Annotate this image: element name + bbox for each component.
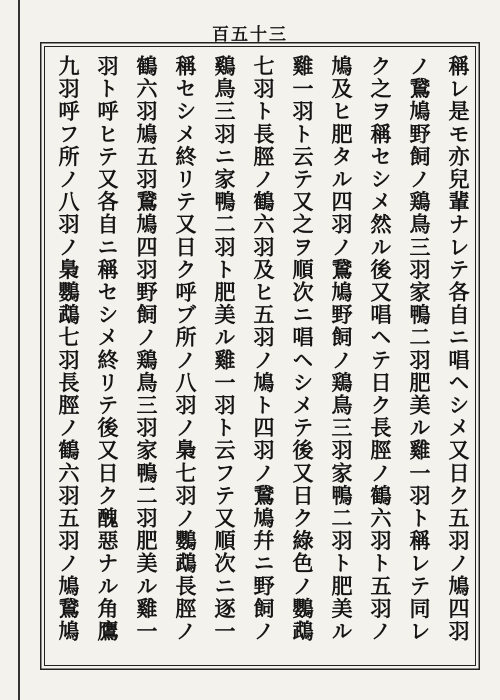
text-column: 鳩及ヒ肥タル四羽ノ鵞鳩野飼ノ鶏鳥三羽家鴨二羽ト肥美ル [329,55,354,643]
text-column: 羽ト呼ヒテ又各自ニ稱セシメ終リテ後又日ク醜惡ナル角鷹 [95,55,120,643]
text-columns [51,55,469,659]
page-number: 百五十三 [212,25,288,45]
text-column: 鶴六羽鳩五羽鵞鳩四羽野飼ノ鶏鳥三羽家鴨二羽肥美ル雞一 [134,55,159,643]
text-column: 雞一羽ト云テ又之ヲ順次ニ唱ヘシメテ後又日ク綠色ノ鸚鵡 [290,55,315,643]
text-column: ノ鵞鳩野飼ノ鶏鳥三羽家鴨二羽肥美ル雞一羽ト稱レテ同レ [407,55,432,643]
text-column: 九羽呼フ所ノ八羽ノ梟鸚鵡七羽長脛ノ鶴六羽五羽ノ鳩鵞鳩 [56,55,81,643]
text-column: 稱レ是モ亦兒輩ナレテ各自ニ唱ヘシメ又日ク五羽ノ鳩四羽 [446,55,471,643]
text-frame [44,46,476,666]
text-column: 稱セシメ終リテ又日ク呼ブ所ノ八羽ノ梟七羽ノ鸚鵡長脛ノ [173,55,198,643]
text-column: 鷄鳥三羽ニ家鴨二羽ト肥美ル雞一羽ト云フテ又順次ニ逐一 [212,55,237,643]
page-edge [18,0,20,700]
text-column: ク之ヲ稱セシメ然ル後又唱ヘテ日ク長脛ノ鶴六羽ト五羽ノ [368,55,393,643]
text-column: 七羽ト長脛ノ鶴六羽及ヒ五羽ノ鳩ト四羽ノ鵞鳩幷ニ野飼ノ [251,55,276,643]
